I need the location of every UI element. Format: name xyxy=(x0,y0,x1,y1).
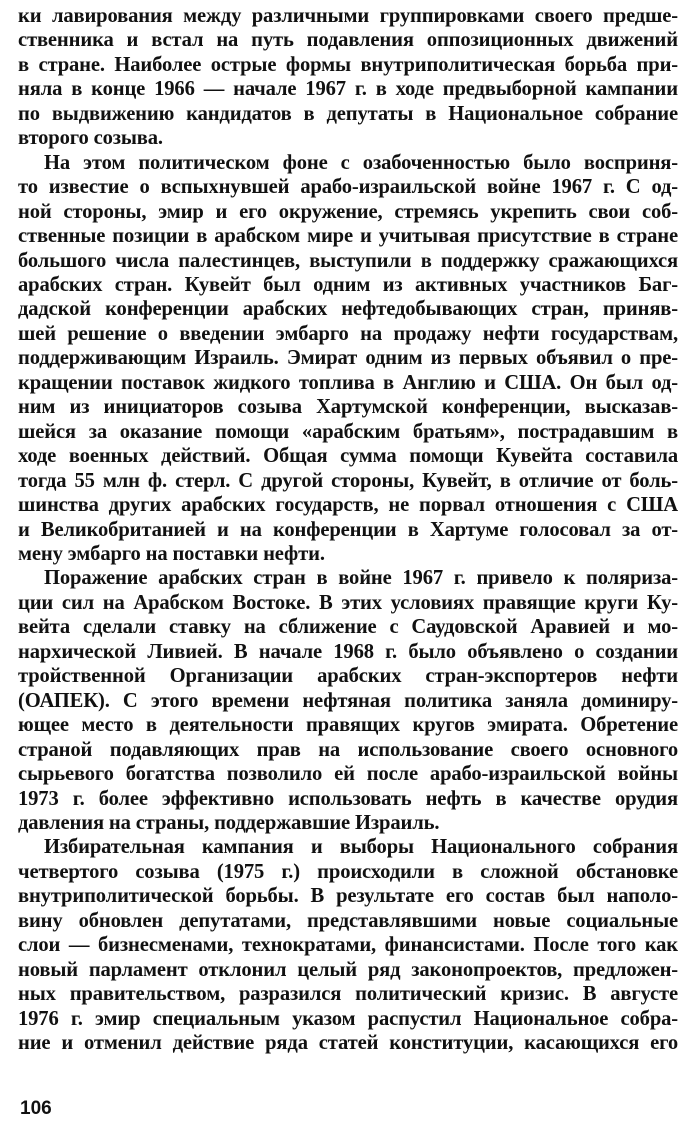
text-line: (ОАПЕК). С этого времени нефтяная политика заняла доминиру- xyxy=(18,689,678,712)
text-line: Избирательная кампания и выборы Национального собрания xyxy=(44,836,678,859)
text-line: вейта сделали ставку на сближение с Саудовской Аравией и мо- xyxy=(18,616,678,639)
text-line: новый парламент отклонил целый ряд законопроектов, предложен- xyxy=(18,958,678,981)
text-line: ющее место в деятельности правящих кругов эмирата. Обретение xyxy=(18,714,678,737)
text-line: дадской конференции арабских нефтедобывающих стран, приняв- xyxy=(18,298,678,321)
text-line: большого числа палестинцев, выступили в поддержку сражающихся xyxy=(18,249,678,272)
paragraph xyxy=(18,151,678,567)
text-line: вину обновлен депутатами, представлявшими новые социальные xyxy=(18,909,678,932)
text-line: Поражение арабских стран в войне 1967 г. привело к поляриза- xyxy=(44,567,678,590)
text-line: в стране. Наиболее острые формы внутриполитическая борьба при- xyxy=(18,53,678,76)
text-line: слои — бизнесменами, технократами, финансистами. После того как xyxy=(18,934,678,957)
text-line: ходе военных действий. Общая сумма помощи Кувейта составила xyxy=(18,445,678,468)
text-line: ки лавирования между различными группировками своего предше- xyxy=(18,5,678,27)
text-line: ной стороны, эмир и его окружение, стремясь укрепить свои соб- xyxy=(18,200,678,223)
text-line: второго созыва. xyxy=(18,127,163,150)
text-line: ственника и встал на путь подавления оппозиционных движений xyxy=(18,29,678,52)
text-line: и Великобританией и на конференции в Хартуме голосовал за от- xyxy=(18,518,678,541)
paragraph xyxy=(18,4,678,151)
text-line: сырьевого богатства позволило ей после арабо-израильской войны xyxy=(18,763,678,786)
text-line: тогда 55 млн ф. стерл. С другой стороны, Кувейт, в отличие от боль- xyxy=(18,469,678,492)
text-line: ственные позиции в арабском мире и учитывая присутствие в стране xyxy=(18,225,678,248)
text-line: 1976 г. эмир специальным указом распустил Национальное собра- xyxy=(18,1007,678,1030)
text-line: ции сил на Арабском Востоке. В этих условиях правящие круги Ку- xyxy=(18,591,678,614)
text-line: нархической Ливией. В начале 1968 г. было объявлено о создании xyxy=(18,640,678,663)
text-line: няла в конце 1966 — начале 1967 г. в ходе предвыборной кампании xyxy=(18,78,678,101)
page-number: 106 xyxy=(20,1098,52,1119)
text-line: мену эмбарго на поставки нефти. xyxy=(18,542,325,565)
text-line: страной подавляющих прав на использование своего основного xyxy=(18,738,678,761)
text-line: тройственной Организации арабских стран-экспортеров нефти xyxy=(18,665,678,688)
text-line: На этом политическом фоне с озабоченностью было восприня- xyxy=(44,151,678,174)
text-line: шей решение о введении эмбарго на продажу нефти государствам, xyxy=(18,322,678,345)
text-line: шинства других арабских государств, не порвал отношения с США xyxy=(18,494,678,517)
text-line: шейся за оказание помощи «арабским братьям», пострадавшим в xyxy=(18,420,678,443)
paragraph xyxy=(18,566,678,835)
text-line: четвертого созыва (1975 г.) происходили в сложной обстановке xyxy=(18,860,678,883)
text-line: ним из инициаторов созыва Хартумской конференции, высказав- xyxy=(18,396,678,419)
text-line: внутриполитической борьбы. В результате его состав был наполо- xyxy=(18,885,678,908)
page-body xyxy=(18,4,678,1055)
text-line: ных правительством, разразился политический кризис. В августе xyxy=(18,983,678,1006)
paragraph xyxy=(18,835,678,1055)
text-line: то известие о вспыхнувшей арабо-израильской войне 1967 г. С од- xyxy=(18,176,678,199)
text-line: арабских стран. Кувейт был одним из активных участников Баг- xyxy=(18,273,678,296)
text-line: поддерживающим Израиль. Эмират одним из первых объявил о пре- xyxy=(18,347,678,370)
text-line: кращении поставок жидкого топлива в Англию и США. Он был од- xyxy=(18,371,678,394)
text-line: 1973 г. более эффективно использовать нефть в качестве орудия xyxy=(18,787,678,810)
text-line: ние и отменил действие ряда статей конституции, касающихся его xyxy=(18,1032,678,1055)
text-line: по выдвижению кандидатов в депутаты в Национальное собрание xyxy=(18,102,678,125)
text-line: давления на страны, поддержавшие Израиль. xyxy=(18,811,440,834)
